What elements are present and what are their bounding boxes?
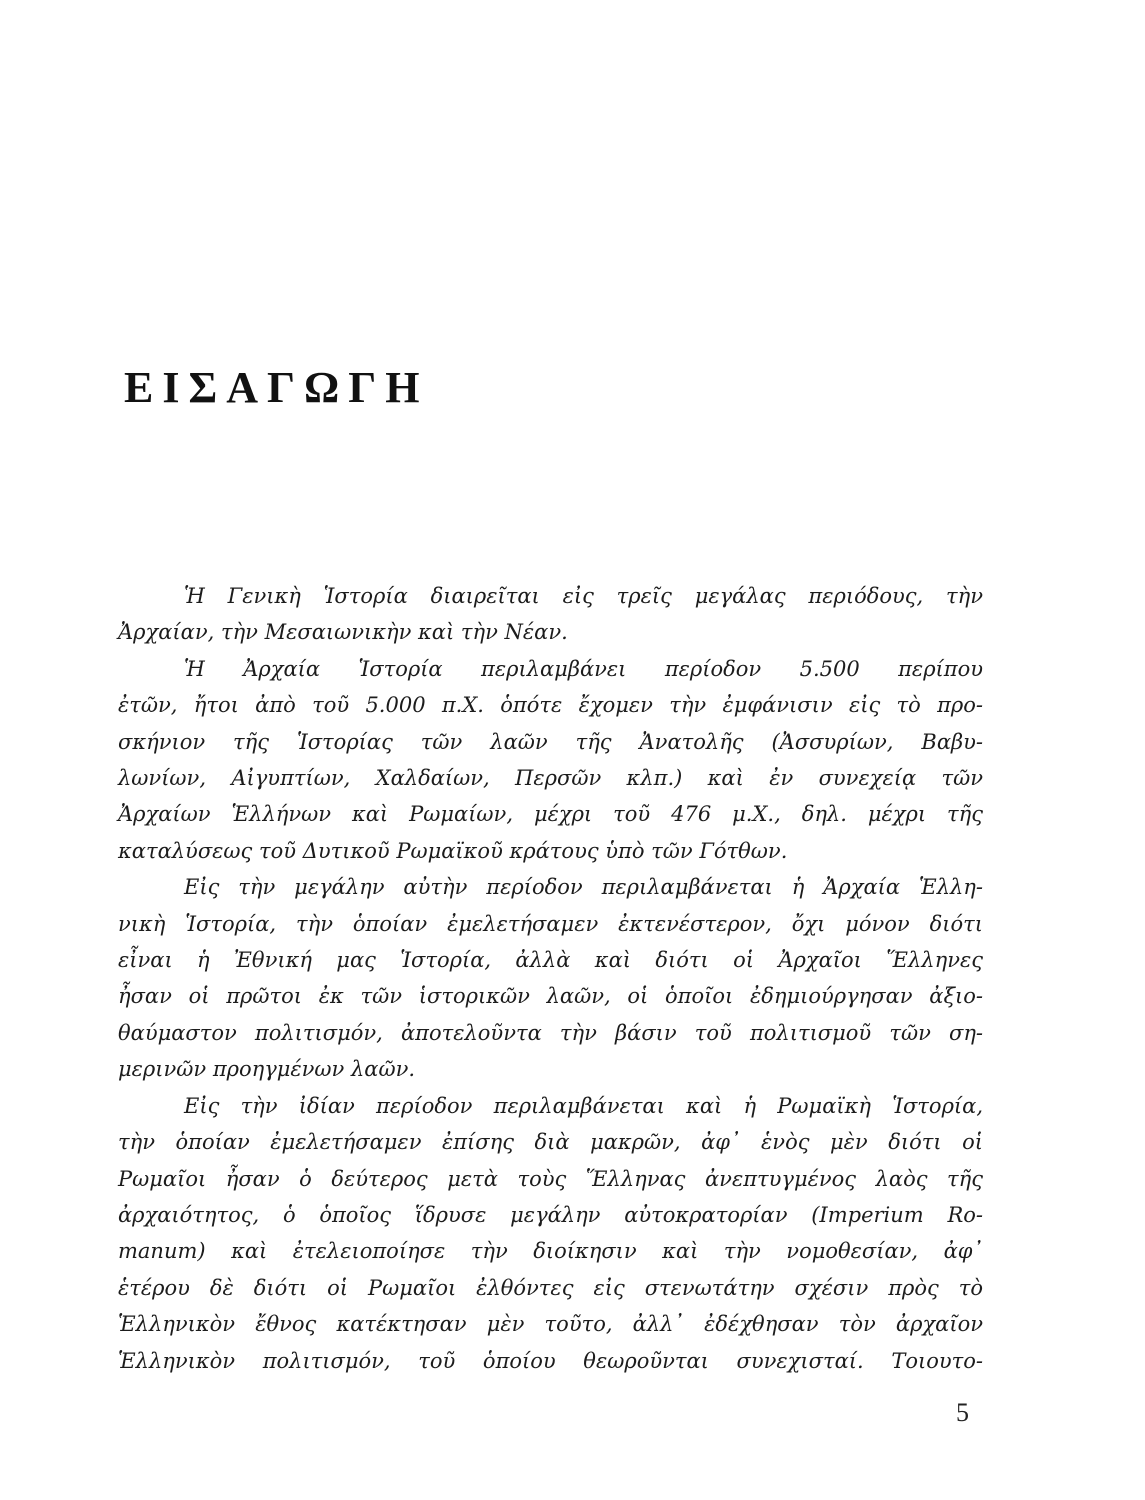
text-line: Ἡ Γενικὴ Ἱστορία διαιρεῖται εἰς τρεῖς μεγάλας περιόδους, τὴν <box>184 584 983 608</box>
page-number: 5 <box>956 1398 969 1427</box>
text-line: λωνίων, Αἰγυπτίων, Χαλδαίων, Περσῶν κλπ.) καὶ ἐν συνεχείᾳ τῶν <box>118 766 983 791</box>
text-line: ἑτέρου δὲ διότι οἱ Ρωμαῖοι ἐλθόντες εἰς στενωτάτην σχέσιν πρὸς τὸ <box>118 1275 983 1300</box>
text-line: Ρωμαῖοι ἦσαν ὁ δεύτερος μετὰ τοὺς Ἕλληνας ἀνεπτυγμένος λαὸς τῆς <box>118 1166 983 1191</box>
chapter-heading: ΕΙΣΑΓΩΓΗ <box>124 363 429 412</box>
text-line: Εἰς τὴν ἰδίαν περίοδον περιλαμβάνεται καὶ ἡ Ρωμαϊκὴ Ἱστορία, <box>184 1093 983 1118</box>
text-line: τὴν ὁποίαν ἐμελετήσαμεν ἐπίσης διὰ μακρῶν, ἀφ᾽ ἑνὸς μὲν διότι οἱ <box>118 1130 983 1155</box>
paragraph <box>118 1088 983 1379</box>
text-line: Ἑλληνικὸν ἔθνος κατέκτησαν μὲν τοῦτο, ἀλλ᾽ ἐδέχθησαν τὸν ἀρχαῖον <box>118 1312 983 1337</box>
body-text <box>118 578 983 1379</box>
text-line: μερινῶν προηγμένων λαῶν. <box>118 1057 416 1082</box>
text-line: Ἀρχαίων Ἑλλήνων καὶ Ρωμαίων, μέχρι τοῦ 476 μ.Χ., δηλ. μέχρι τῆς <box>118 802 983 827</box>
text-line: manum) καὶ ἐτελειοποίησε τὴν διοίκησιν καὶ τὴν νομοθεσίαν, ἀφ᾽ <box>118 1239 983 1264</box>
text-line: ἐτῶν, ἤτοι ἀπὸ τοῦ 5.000 π.Χ. ὁπότε ἔχομεν τὴν ἐμφάνισιν εἰς τὸ προ- <box>118 693 983 718</box>
text-line: νικὴ Ἱστορία, τὴν ὁποίαν ἐμελετήσαμεν ἐκτενέστερον, ὄχι μόνον διότι <box>118 911 983 936</box>
text-line: θαύμαστον πολιτισμόν, ἀποτελοῦντα τὴν βάσιν τοῦ πολιτισμοῦ τῶν ση- <box>118 1020 983 1045</box>
text-line: Εἰς τὴν μεγάλην αὐτὴν περίοδον περιλαμβάνεται ἡ Ἀρχαία Ἑλλη- <box>184 875 983 900</box>
text-line: Ἡ Ἀρχαία Ἱστορία περιλαμβάνει περίοδον 5.500 περίπου <box>184 656 983 681</box>
paragraph <box>118 869 983 1087</box>
text-line: Ἑλληνικὸν πολιτισμόν, τοῦ ὁποίου θεωροῦνται συνεχισταί. Τοιουτο- <box>118 1348 983 1373</box>
text-line: καταλύσεως τοῦ Δυτικοῦ Ρωμαϊκοῦ κράτους ὑπὸ τῶν Γότθων. <box>118 838 788 863</box>
text-line: ἀρχαιότητος, ὁ ὁποῖος ἵδρυσε μεγάλην αὐτοκρατορίαν (Imperium Ro- <box>118 1202 983 1227</box>
paragraph <box>118 651 983 869</box>
paragraph <box>118 578 983 651</box>
text-line: Ἀρχαίαν, τὴν Μεσαιωνικὴν καὶ τὴν Νέαν. <box>118 620 568 645</box>
text-line: εἶναι ἡ Ἐθνική μας Ἱστορία, ἀλλὰ καὶ διότι οἱ Ἀρχαῖοι Ἕλληνες <box>118 948 983 973</box>
text-line: σκήνιον τῆς Ἱστορίας τῶν λαῶν τῆς Ἀνατολῆς (Ἀσσυρίων, Βαβυ- <box>118 729 983 754</box>
text-line: ἦσαν οἱ πρῶτοι ἐκ τῶν ἱστορικῶν λαῶν, οἱ ὁποῖοι ἐδημιούργησαν ἀξιο- <box>118 984 983 1009</box>
